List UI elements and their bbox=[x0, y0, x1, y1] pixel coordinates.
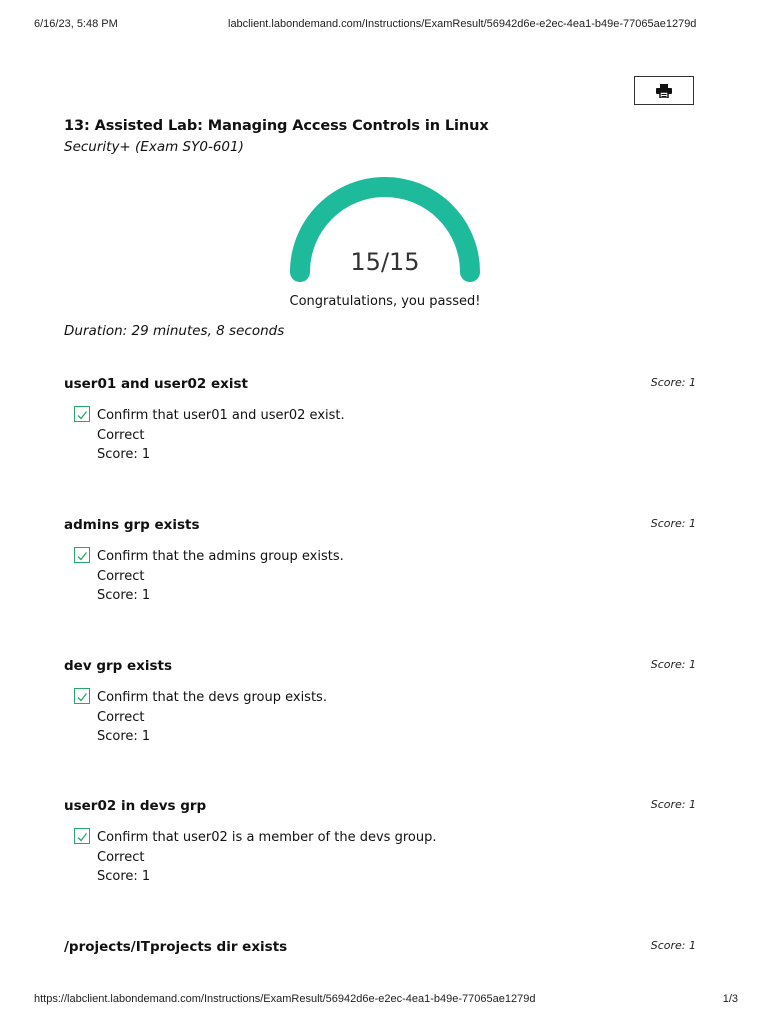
checkbox bbox=[74, 406, 90, 422]
checkbox bbox=[74, 688, 90, 704]
check-item-text: Confirm that the devs group exists. bbox=[97, 690, 327, 705]
checkbox bbox=[74, 828, 90, 844]
check-item-text: Confirm that user01 and user02 exist. bbox=[97, 408, 345, 423]
check-title: user01 and user02 exist bbox=[64, 376, 248, 392]
check-item-text: Confirm that the admins group exists. bbox=[97, 549, 344, 564]
check-title: dev grp exists bbox=[64, 658, 173, 674]
lab-title: 13: Assisted Lab: Managing Access Controls in Linux bbox=[64, 118, 489, 134]
print-button[interactable] bbox=[634, 76, 694, 105]
page-number: 1/3 bbox=[722, 993, 738, 1005]
check-title: user02 in devs grp bbox=[64, 798, 207, 814]
checkmark-icon bbox=[75, 408, 89, 422]
score-value: 15/15 bbox=[350, 248, 420, 276]
check-score: Score: 1 bbox=[650, 658, 696, 671]
check-score: Score: 1 bbox=[650, 376, 696, 389]
lab-subtitle: Security+ (Exam SY0-601) bbox=[64, 139, 244, 155]
checkmark-icon bbox=[75, 830, 89, 844]
print-footer-url: https://labclient.labondemand.com/Instructions/ExamResult/56942d6e-e2ec-4ea1-b49e-77065ae1279d bbox=[34, 993, 536, 1005]
check-score: Score: 1 bbox=[650, 798, 696, 811]
checkbox bbox=[74, 547, 90, 563]
check-status: Correct bbox=[97, 427, 145, 443]
check-status: Correct bbox=[97, 568, 145, 584]
check-title: /projects/ITprojects dir exists bbox=[64, 939, 288, 955]
pass-message: Congratulations, you passed! bbox=[289, 294, 481, 309]
check-item-score: Score: 1 bbox=[97, 869, 151, 884]
check-item-text: Confirm that user02 is a member of the devs group. bbox=[97, 830, 437, 845]
checkmark-icon bbox=[75, 549, 89, 563]
print-date: 6/16/23, 5:48 PM bbox=[34, 18, 118, 30]
check-score: Score: 1 bbox=[650, 939, 696, 952]
check-item-score: Score: 1 bbox=[97, 729, 151, 744]
check-title: admins grp exists bbox=[64, 517, 200, 533]
check-item-score: Score: 1 bbox=[97, 588, 151, 603]
check-item-score: Score: 1 bbox=[97, 447, 151, 462]
printer-icon bbox=[656, 84, 672, 98]
check-status: Correct bbox=[97, 849, 145, 865]
checkmark-icon bbox=[75, 690, 89, 704]
print-header-url: labclient.labondemand.com/Instructions/ExamResult/56942d6e-e2ec-4ea1-b49e-77065ae1279d bbox=[228, 18, 697, 30]
duration: Duration: 29 minutes, 8 seconds bbox=[64, 323, 285, 339]
check-status: Correct bbox=[97, 709, 145, 725]
check-score: Score: 1 bbox=[650, 517, 696, 530]
